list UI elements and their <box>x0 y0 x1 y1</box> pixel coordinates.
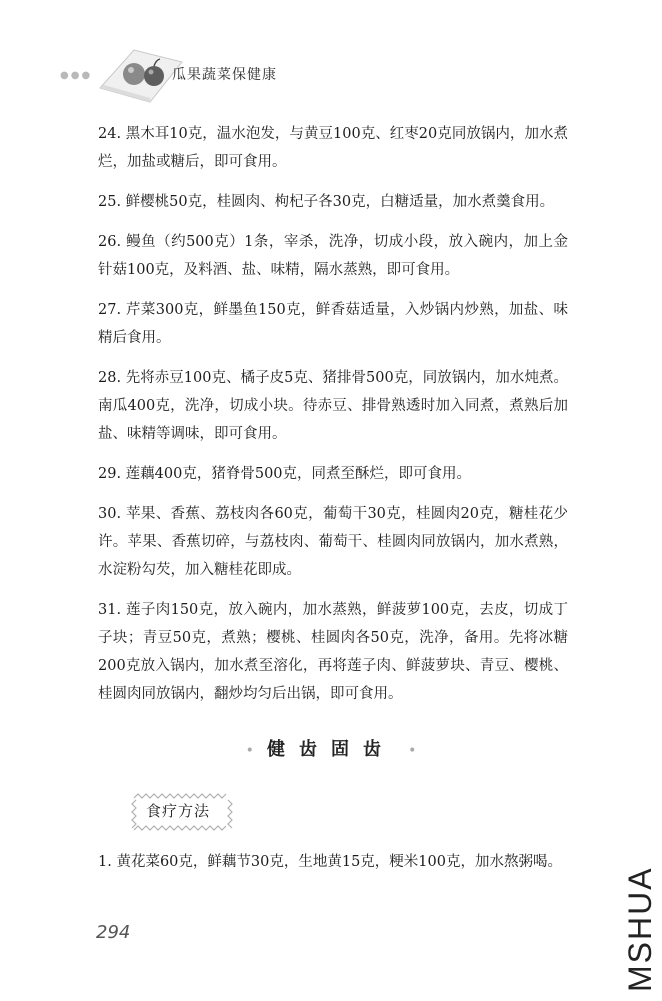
method-paragraph: 1. 黄花菜60克，鲜藕节30克，生地黄15克，粳米100克，加水熬粥喝。 <box>98 854 562 870</box>
method-label: 食疗方法 <box>146 802 211 820</box>
bullet-icon: • <box>245 742 254 759</box>
recipe-list <box>98 120 568 720</box>
recipe-paragraph: 26. 鳗鱼（约500克）1条，宰杀，洗净，切成小段，放入碗内，加上金针菇100克，及料酒、盐、味精，隔水蒸熟，即可食用。 <box>98 234 568 278</box>
recipe-paragraph: 31. 莲子肉150克，放入碗内，加水蒸熟，鲜菠萝100克，去皮，切成丁子块；青豆50克，煮熟；樱桃、桂圆肉各50克，洗净，备用。先将冰糖200克放入锅内，加水煮至溶化，再将莲子肉、鲜菠萝块、青豆、樱桃、桂圆肉同放锅内，翻炒均匀后出锅，即可食用。 <box>98 602 568 702</box>
recipe-paragraph: 28. 先将赤豆100克、橘子皮5克、猪排骨500克，同放锅内，加水炖煮。南瓜400克，洗净，切成小块。待赤豆、排骨熟透时加入同煮，煮熟后加盐、味精等调味，即可食用。 <box>98 370 568 442</box>
header-title: 瓜果蔬菜保健康 <box>172 67 277 83</box>
section-heading <box>0 735 662 761</box>
recipe-paragraph: 25. 鲜樱桃50克，桂圆肉、枸杞子各30克，白糖适量，加水煮羹食用。 <box>98 194 555 210</box>
method-list <box>98 848 568 888</box>
running-header <box>60 48 620 108</box>
header-dots: ●●● <box>60 70 93 81</box>
section-title: 健齿固齿 <box>267 739 395 760</box>
method-label-box <box>128 790 236 834</box>
watermark: MSHUA <box>622 866 658 992</box>
bullet-icon: • <box>408 742 417 759</box>
page-number: 294 <box>96 922 131 943</box>
recipe-paragraph: 30. 苹果、香蕉、荔枝肉各60克，葡萄干30克，桂圆肉20克，糖桂花少许。苹果、香蕉切碎，与荔枝肉、葡萄干、桂圆肉同放锅内，加水煮熟，水淀粉勾芡，加入糖桂花即成。 <box>98 506 568 578</box>
recipe-paragraph: 24. 黑木耳10克，温水泡发，与黄豆100克、红枣20克同放锅内，加水煮烂，加盐或糖后，即可食用。 <box>98 126 568 170</box>
recipe-paragraph: 29. 莲藕400克，猪脊骨500克，同煮至酥烂，即可食用。 <box>98 466 472 482</box>
recipe-paragraph: 27. 芹菜300克，鲜墨鱼150克，鲜香菇适量，入炒锅内炒熟，加盐、味精后食用。 <box>98 302 568 346</box>
